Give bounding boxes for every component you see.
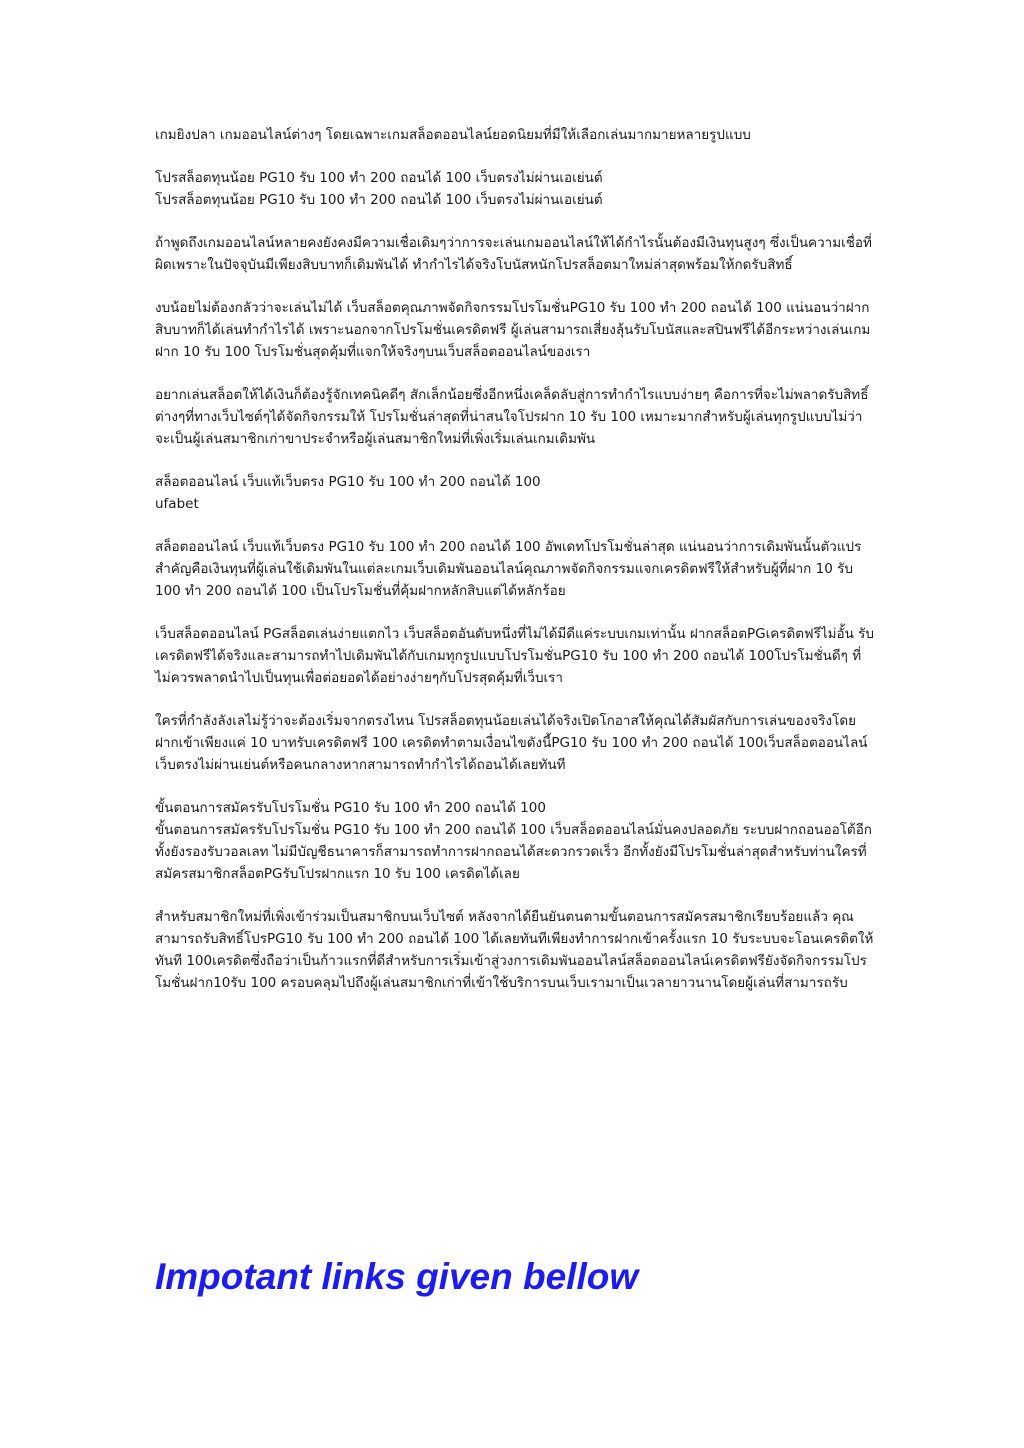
paragraph [155, 623, 875, 689]
paragraph [155, 797, 875, 885]
paragraph-line: งบน้อยไม่ต้องกลัวว่าจะเล่นไม่ได้ เว็บสล็อตคุณภาพจัดกิจกรรมโปรโมชั่นPG10 รับ 100 ทำ 200 ถอนได้ 100 แน่นอนว่าฝากสิบบาทก็ได้เล่นทำกำไรได้ เพราะนอกจากโปรโมชั่นเครดิตฟรี ผู้เล่นสามารถเสี่ยงลุ้นรับโบนัสและสปินฟรีได้อีกระหว่างเล่นเกม ฝาก 10 รับ 100 โปรโมชั่นสุดคุ้มที่แจกให้จริงๆบนเว็บสล็อตออนไลน์ของเรา [155, 300, 871, 360]
paragraph [155, 124, 875, 146]
paragraph-line: โปรสล็อตทุนน้อย PG10 รับ 100 ทำ 200 ถอนได้ 100 เว็บตรงไม่ผ่านเอเย่นต์ [155, 192, 603, 208]
paragraph-line: อยากเล่นสล็อตให้ได้เงินก็ต้องรู้จักเทคนิคดีๆ สักเล็กน้อยซึ่งอีกหนึ่งเคล็ดลับสู่การทำกำไรแบบง่ายๆ คือการที่จะไม่พลาดรับสิทธิ์ต่างๆที่ทางเว็บไซต์ๆได้จัดกิจกรรมให้ โปรโมชั่นล่าสุดที่น่าสนใจโปรฝาก 10 รับ 100 เหมาะมากสำหรับผู้เล่นทุกรูปแบบไม่ว่าจะเป็นผู้เล่นสมาชิกเก่าขาประจำหรือผู้เล่นสมาชิกใหม่ที่เพิ่งเริ่มเล่นเกมเดิมพัน [155, 387, 869, 447]
paragraph [155, 167, 875, 211]
links-heading: Impotant links given bellow [155, 1256, 639, 1297]
paragraph [155, 536, 875, 602]
paragraph-line: สล็อตออนไลน์ เว็บแท้เว็บตรง PG10 รับ 100 ทำ 200 ถอนได้ 100 อัพเดทโปรโมชั่นล่าสุด แน่นอนว่าการเดิมพันนั้นตัวแปรสำคัญคือเงินทุนที่ผู้เล่นใช้เดิมพันในแต่ละเกมเว็บเดิมพันออนไลน์คุณภาพจัดกิจกรรมแจกเครดิตฟรีให้สำหรับผู้ที่ฝาก 10 รับ 100 ทำ 200 ถอนได้ 100 เป็นโปรโมชั่นที่คุ้มฝากหลักสิบแต่ได้หลักร้อย [155, 539, 862, 599]
paragraph-line: ใครที่กำลังลังเลไม่รู้ว่าจะต้องเริ่มจากตรงไหน โปรสล็อตทุนน้อยเล่นได้จริงเปิดโกอาสให้คุณได้สัมผัสกับการเล่นของจริงโดยฝากเข้าเพียงแค่ 10 บาทรับเครดิตฟรี 100 เครดิตทำตามเงื่อนไขดังนี้PG10 รับ 100 ทำ 200 ถอนได้ 100เว็บสล็อตออนไลน์เว็บตรงไม่ผ่านเย่นต์หรือคนกลางหากสามารถทำกำไรได้ถอนได้เลยทันที [155, 713, 868, 773]
paragraph [155, 232, 875, 276]
document-body [155, 124, 875, 1015]
paragraph-line: เกมยิงปลา เกมออนไลน์ต่างๆ โดยเฉพาะเกมสล็อตออนไลน์ยอดนิยมที่มีให้เลือกเล่นมากมายหลายรูปแบบ [155, 127, 751, 143]
paragraph-line: ถ้าพูดถึงเกมออนไลน์หลายคงยังคงมีความเชื่อเดิมๆว่าการจะเล่นเกมออนไลน์ให้ได้กำไรนั้นต้องมีเงินทุนสูงๆ ซึ่งเป็นความเชื่อที่ผิดเพราะในปัจจุบันมีเพียงสิบบาทก็เดิมพันได้ ทำกำไรได้จริงโบนัสหนักโปรสล็อตมาใหม่ล่าสุดพร้อมให้กดรับสิทธิ์ [155, 235, 872, 273]
paragraph [155, 471, 875, 515]
paragraph-line: สำหรับสมาชิกใหม่ที่เพิ่งเข้าร่วมเป็นสมาชิกบนเว็บไซต์ หลังจากได้ยืนยันตนตามขั้นตอนการสมัครสมาชิกเรียบร้อยแล้ว คุณสามารถรับสิทธิ์โปรPG10 รับ 100 ทำ 200 ถอนได้ 100 ได้เลยทันทีเพียงทำการฝากเข้าครั้งแรก 10 รับระบบจะโอนเครดิตให้ทันที 100เครดิตซึ่งถือว่าเป็นก้าวแรกที่ดีสำหรับการเริ่มเข้าสู่วงการเดิมพันออนไลน์สล็อตออนไลน์เครดิตฟรียังจัดกิจกรรมโปรโมชั่นฝาก10รับ 100 ครอบคลุมไปถึงผู้เล่นสมาชิกเก่าที่เข้าใช้บริการบนเว็บเรามาเป็นเวลายาวนานโดยผู้เล่นที่สามารถรับ [155, 909, 874, 991]
paragraph [155, 297, 875, 363]
paragraph [155, 906, 875, 994]
paragraph-line: ขั้นตอนการสมัครรับโปรโมชั่น PG10 รับ 100 ทำ 200 ถอนได้ 100 เว็บสล็อตออนไลน์มั่นคงปลอดภัย ระบบฝากถอนออโต้อีกทั้งยังรองรับวอลเลท ไม่มีบัญชีธนาคารก็สามารถทำการฝากถอนได้สะดวกรวดเร็ว อีกทั้งยังมีโปรโมชั่นล่าสุดสำหรับท่านใครที่สมัครสมาชิกสล็อตPGรับโปรฝากแรก 10 รับ 100 เครดิตได้เลย [155, 822, 872, 882]
paragraph [155, 710, 875, 776]
paragraph-line: เว็บสล็อตออนไลน์ PGสล็อตเล่นง่ายแตกไว เว็บสล็อตอันดับหนึ่งที่ไม่ได้มีดีแค่ระบบเกมเท่านั้น ฝากสล็อตPGเครดิตฟรีไม่อั้น รับเครดิตฟรีได้จริงและสามารถทำไปเดิมพันได้กับเกมทุกรูปแบบโปรโมชั่นPG10 รับ 100 ทำ 200 ถอนได้ 100โปรโมชั่นดีๆ ที่ไม่ควรพลาดนำไปเป็นทุนเพื่อต่อยอดได้อย่างง่ายๆกับโปรสุดคุ้มที่เว็บเรา [155, 626, 874, 686]
paragraph [155, 384, 875, 450]
paragraph-line: โปรสล็อตทุนน้อย PG10 รับ 100 ทำ 200 ถอนได้ 100 เว็บตรงไม่ผ่านเอเย่นต์ [155, 170, 603, 186]
paragraph-line: สล็อตออนไลน์ เว็บแท้เว็บตรง PG10 รับ 100 ทำ 200 ถอนได้ 100 [155, 474, 541, 490]
paragraph-line: ขั้นตอนการสมัครรับโปรโมชั่น PG10 รับ 100 ทำ 200 ถอนได้ 100 [155, 800, 546, 816]
paragraph-line: ufabet [155, 496, 199, 512]
